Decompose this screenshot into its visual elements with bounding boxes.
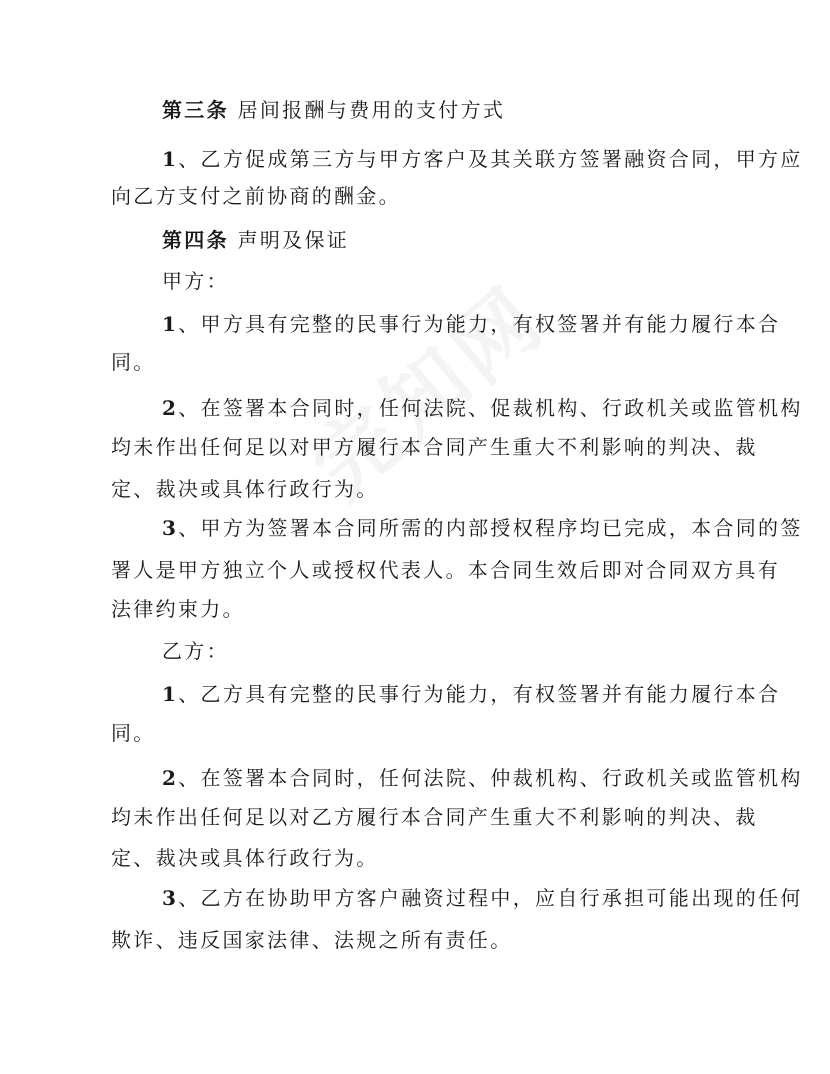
- party-b-clause-3-line-2: 欺诈、违反国家法律、法规之所有责任。: [111, 928, 513, 952]
- clause-text: 、甲方为签署本合同所需的内部授权程序均已完成，本合同的签: [178, 516, 803, 540]
- article-4-heading-line: [162, 227, 349, 253]
- article-3-heading-line: [162, 97, 505, 123]
- clause-number: 1: [162, 682, 179, 706]
- article-3-title: 居间报酬与费用的支付方式: [237, 98, 506, 122]
- art3-clause-1-line-1: [162, 146, 803, 172]
- party-b-clause-2-line-2: 均未作出任何足以对乙方履行本合同产生重大不利影响的判决、裁: [111, 805, 758, 829]
- clause-text: 、乙方在协助甲方客户融资过程中，应自行承担可能出现的任何: [178, 886, 803, 910]
- clause-number: 3: [162, 886, 179, 910]
- clause-text: 、乙方具有完整的民事行为能力，有权签署并有能力履行本合: [178, 682, 781, 706]
- party-a-clause-1-line-2: 同。: [111, 350, 156, 374]
- clause-number: 3: [162, 516, 179, 540]
- party-a-clause-3-line-3: 法律约束力。: [111, 597, 245, 621]
- clause-text: 、甲方具有完整的民事行为能力，有权签署并有能力履行本合: [178, 312, 781, 336]
- clause-text: 、在签署本合同时，任何法院、仲裁机构、行政机关或监管机构: [178, 766, 803, 790]
- party-a-clause-1-line-1: [162, 311, 780, 337]
- clause-number: 2: [162, 396, 179, 420]
- party-b-clause-2-line-3: 定、裁决或具体行政行为。: [111, 846, 379, 870]
- party-a-label: 甲方：: [162, 269, 229, 293]
- article-3-number: 第三条: [162, 98, 229, 122]
- party-a-clause-3-line-2: 署人是甲方独立个人或授权代表人。本合同生效后即对合同双方具有: [111, 558, 780, 582]
- party-b-clause-3-line-1: [162, 885, 803, 911]
- clause-text: 、在签署本合同时，任何法院、促裁机构、行政机关或监管机构: [178, 396, 803, 420]
- party-b-clause-1-line-2: 同。: [111, 721, 156, 745]
- clause-number: 1: [162, 147, 179, 171]
- clause-number: 1: [162, 312, 179, 336]
- article-4-title: 声明及保证: [237, 228, 350, 252]
- party-a-clause-2-line-2: 均未作出任何足以对甲方履行本合同产生重大不利影响的判决、裁: [111, 435, 758, 459]
- party-a-clause-2-line-1: [162, 395, 803, 421]
- party-b-clause-2-line-1: [162, 765, 803, 791]
- party-a-clause-2-line-3: 定、裁决或具体行政行为。: [111, 477, 379, 501]
- party-b-clause-1-line-1: [162, 681, 780, 707]
- party-a-clause-3-line-1: [162, 515, 803, 541]
- clause-text: 、乙方促成第三方与甲方客户及其关联方签署融资合同，甲方应: [178, 147, 803, 171]
- clause-number: 2: [162, 766, 179, 790]
- party-b-label: 乙方：: [162, 639, 229, 663]
- article-4-number: 第四条: [162, 228, 229, 252]
- art3-clause-1-line-2: 向乙方支付之前协商的酬金。: [111, 184, 401, 208]
